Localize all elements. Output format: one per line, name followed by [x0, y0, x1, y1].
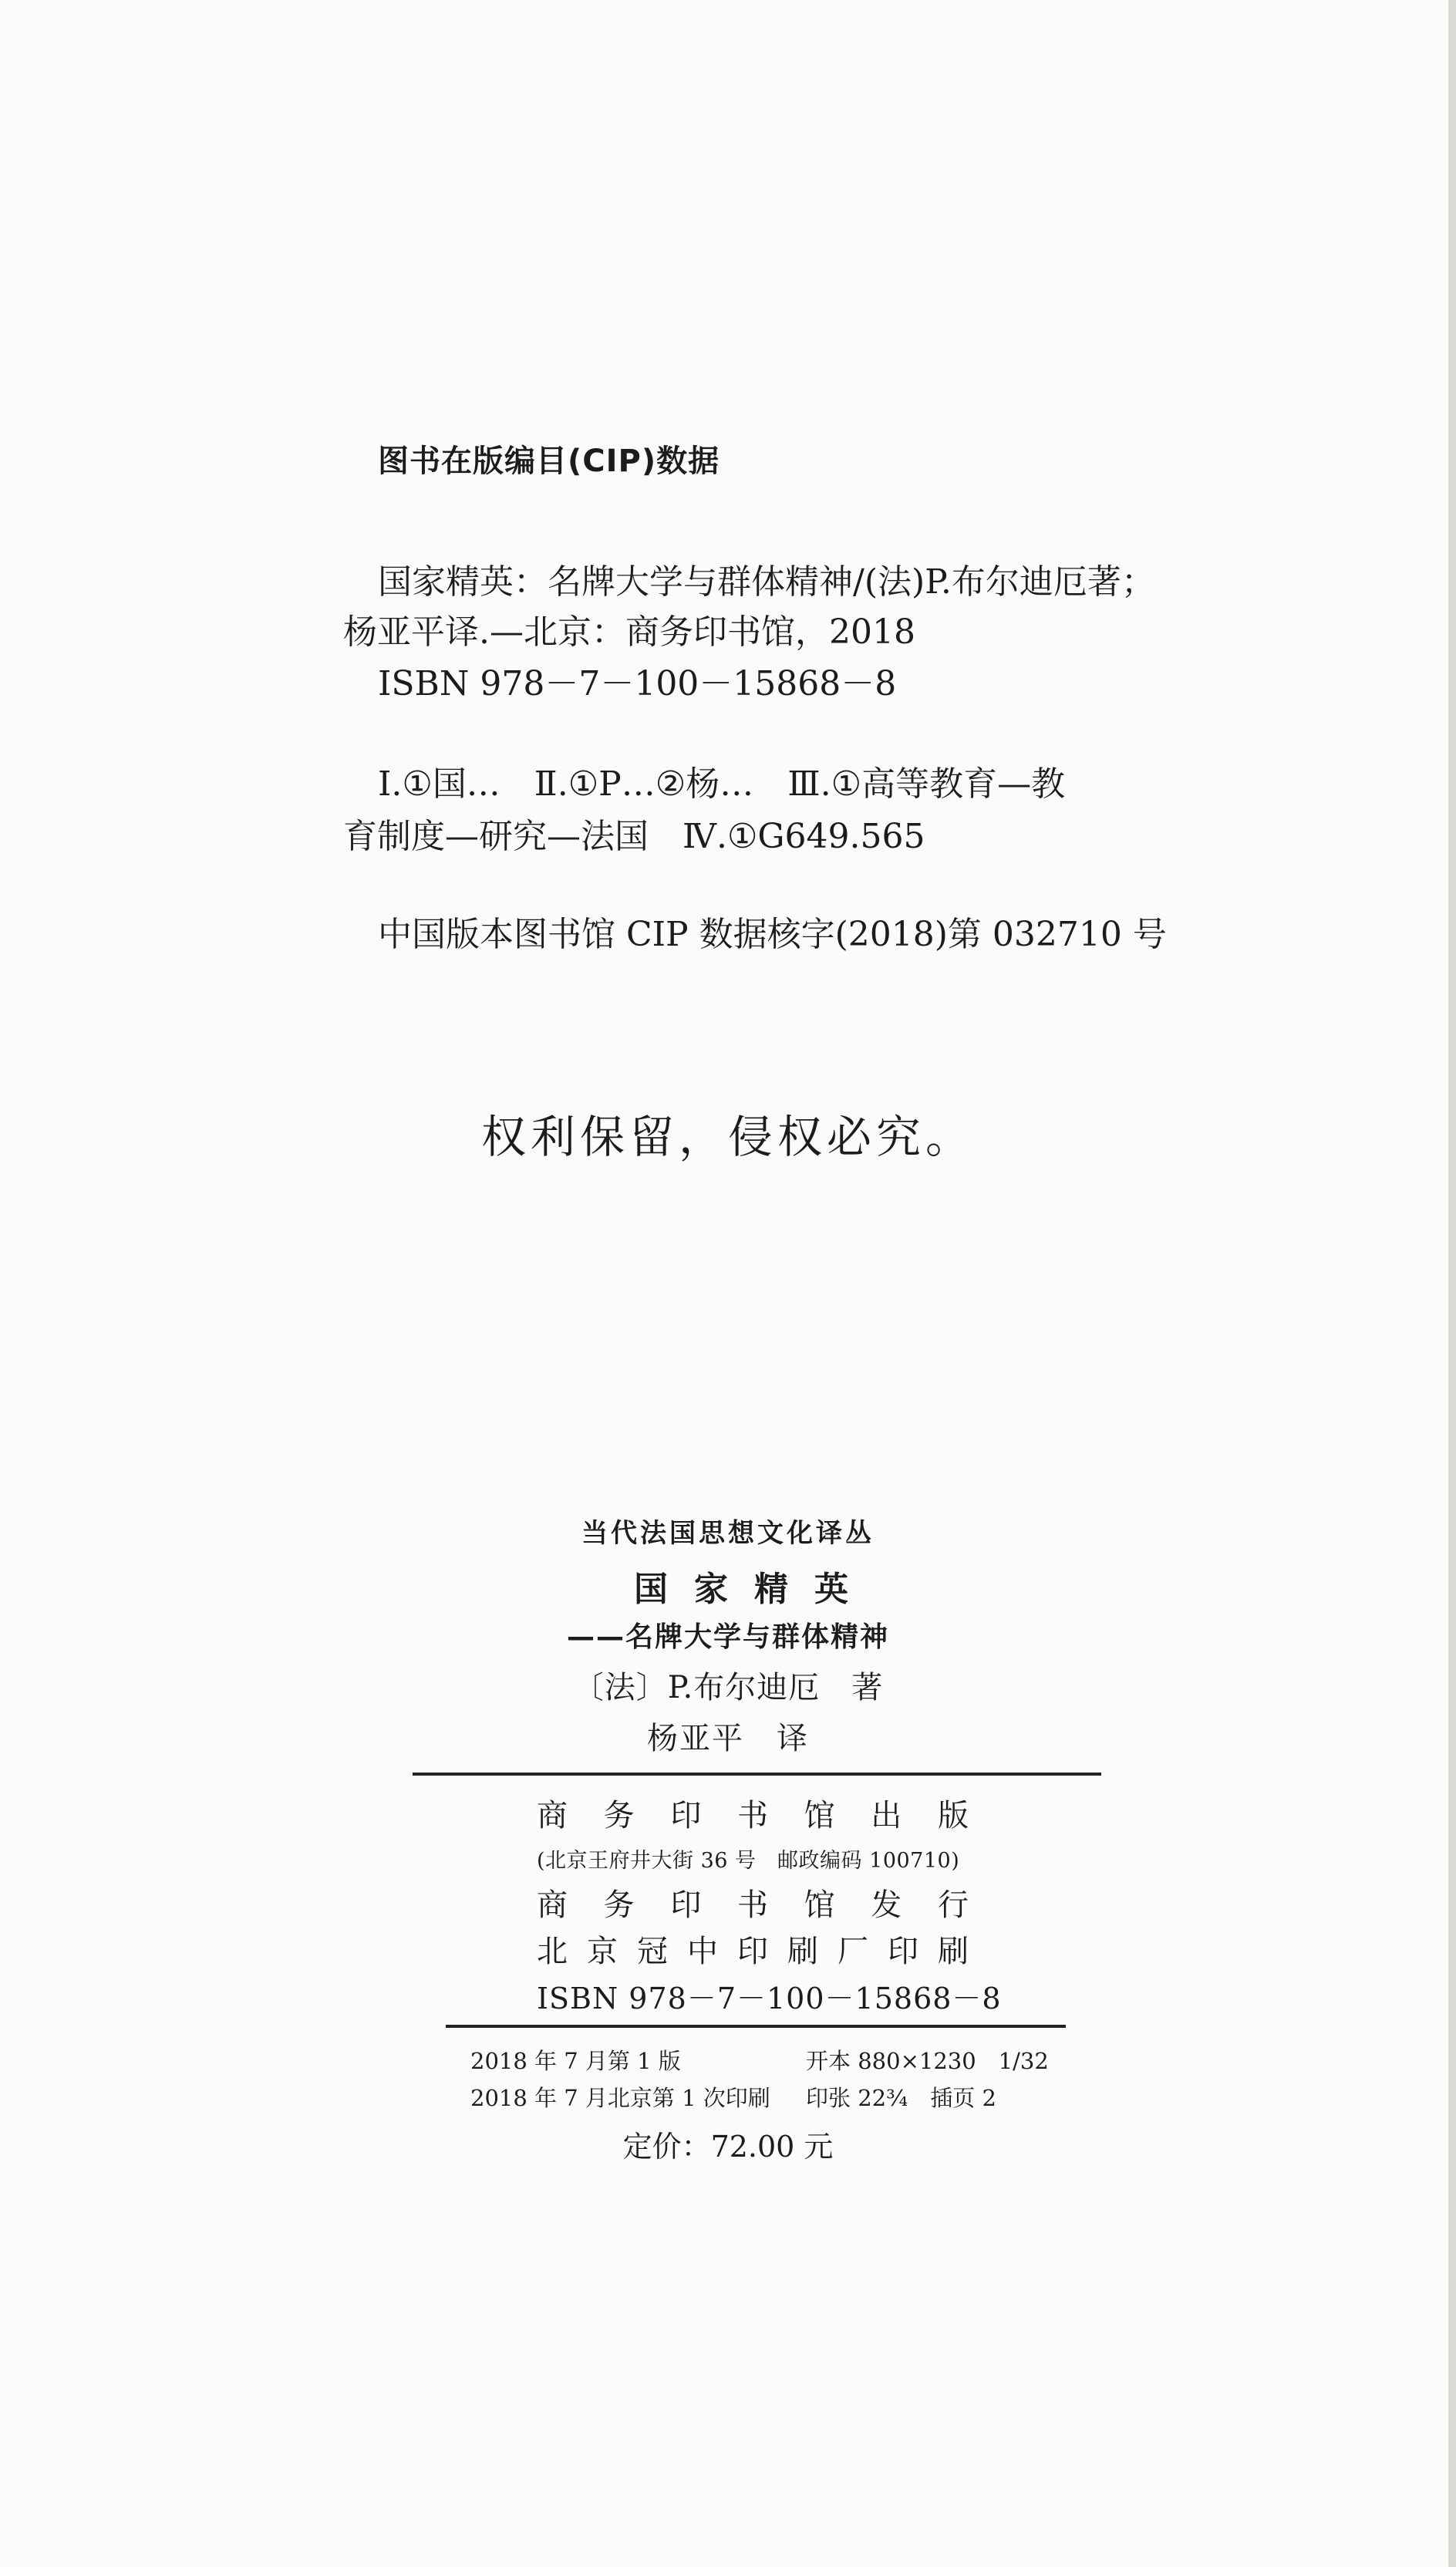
- book-subtitle: ——名牌大学与群体精神: [566, 1621, 889, 1653]
- series-name: 当代法国思想文化译丛: [581, 1518, 875, 1549]
- book-title: 国家精英: [634, 1570, 875, 1609]
- colophon-bottom-rule: [446, 2025, 1066, 2028]
- author-line: 〔法〕P.布尔迪厄 著: [572, 1670, 884, 1705]
- sheets-line: 印张 22¾ 插页 2: [806, 2085, 996, 2111]
- colophon-isbn: ISBN 978－7－100－15868－8: [537, 1982, 1002, 2015]
- publisher-address: (北京王府井大街 36 号 邮政编码 100710): [537, 1849, 960, 1873]
- page-edge-shadow: [1448, 0, 1456, 2567]
- printing-line: 2018 年 7 月北京第 1 次印刷: [470, 2085, 770, 2111]
- format-line: 开本 880×1230 1/32: [806, 2048, 1049, 2074]
- cip-subject-line-2: 育制度—研究—法国 Ⅳ.①G649.565: [343, 817, 925, 856]
- publisher-line: 商 务 印 书 馆 出 版: [537, 1798, 969, 1833]
- edition-line: 2018 年 7 月第 1 版: [470, 2048, 681, 2074]
- cip-heading: 图书在版编目(CIP)数据: [378, 444, 720, 479]
- price-line: 定价：72.00 元: [622, 2130, 834, 2164]
- printer-line: 北 京 冠 中 印 刷 厂 印 刷: [537, 1934, 969, 1969]
- cip-entry-line-2: 杨亚平译.—北京：商务印书馆，2018: [343, 612, 915, 652]
- cip-number: 中国版本图书馆 CIP 数据核字(2018)第 032710 号: [378, 915, 1167, 954]
- colophon-top-rule: [413, 1773, 1101, 1776]
- translator-line: 杨亚平 译: [647, 1721, 809, 1756]
- rights-notice: 权利保留，侵权必究。: [480, 1111, 975, 1163]
- distributor-line: 商 务 印 书 馆 发 行: [537, 1887, 969, 1923]
- cip-entry-line-1: 国家精英：名牌大学与群体精神/(法)P.布尔迪厄著；: [378, 562, 1155, 602]
- cip-isbn: ISBN 978－7－100－15868－8: [378, 664, 897, 703]
- cip-subject-line-1: Ⅰ.①国… Ⅱ.①P…②杨… Ⅲ.①高等教育—教: [378, 764, 1066, 804]
